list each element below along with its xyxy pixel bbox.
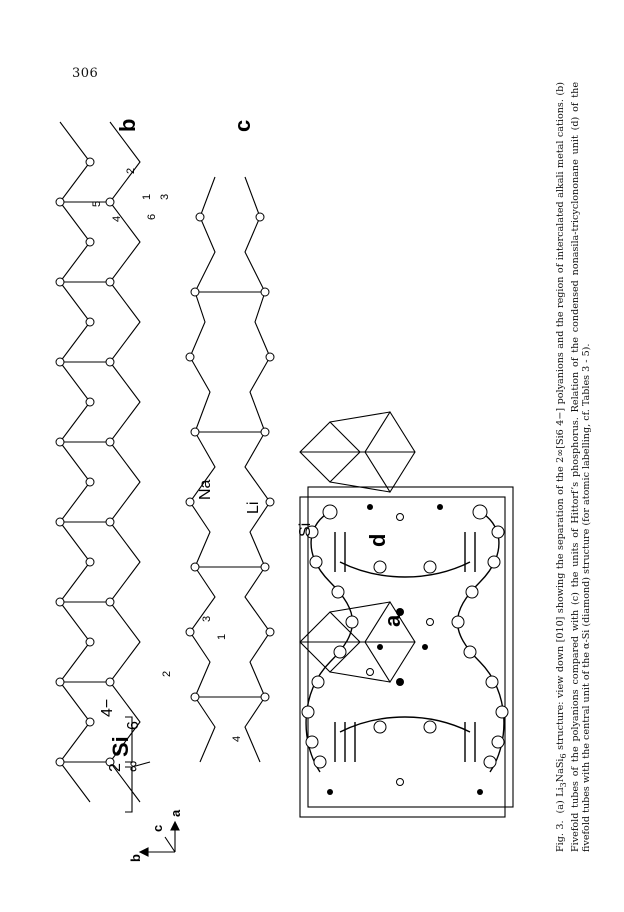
circled-number-4: 4 bbox=[231, 735, 243, 742]
panel-label-b: b bbox=[115, 118, 140, 132]
formula-sub: 6 bbox=[125, 721, 142, 730]
panel-label-a: a bbox=[380, 614, 405, 627]
caption-part2: NaSi bbox=[555, 758, 566, 783]
panel-a-li-na-atoms bbox=[327, 504, 483, 795]
page-number: 306 bbox=[72, 66, 99, 81]
caption-sub2: 6 bbox=[558, 753, 568, 759]
formula-prefix-top: 2 bbox=[107, 763, 124, 772]
atom-label-si: Si bbox=[297, 522, 314, 537]
caption-sub1: 3 bbox=[558, 782, 568, 788]
axis-label-c: c bbox=[150, 824, 165, 832]
formula-element: Si bbox=[108, 736, 133, 757]
caption-part4: polyanions and the region of intercalated alkali metal cations. (b) Fivefold tubes of the polyanions compared with (c) the units of Hittorf’s phosphorus. Relation of the condensed nonasila-tricyclononane unit (d) of the fivefold tubes with the central unit of the α-Si (diamond) structure (for atomic labelling, cf. Tables 3 - 5). bbox=[555, 78, 593, 852]
axis-label-b: b bbox=[128, 854, 143, 862]
atom-label-li: Li bbox=[245, 501, 262, 514]
panel-d-diamond-units bbox=[300, 412, 415, 682]
panel-c-hittorf-units bbox=[190, 177, 270, 762]
site-number-4: 4 bbox=[111, 215, 123, 222]
caption-part3: structure: view down [010] showing the separation of the bbox=[555, 462, 566, 754]
panel-a-si-atoms bbox=[302, 505, 508, 768]
site-number-5: 5 bbox=[91, 200, 103, 207]
panel-a-cell-outline bbox=[300, 487, 513, 817]
circled-number-3: 3 bbox=[201, 615, 213, 622]
caption-lead: Fig. 3. bbox=[555, 820, 566, 852]
axis-label-a: a bbox=[168, 809, 183, 817]
circled-number-2: 2 bbox=[161, 670, 173, 677]
atom-label-na: Na bbox=[197, 479, 214, 500]
formula-charge: 4− bbox=[99, 698, 116, 717]
caption-part1: (a) Li bbox=[555, 787, 566, 814]
figure-caption bbox=[555, 78, 593, 852]
circled-number-1: 1 bbox=[216, 633, 228, 640]
site-number-1: 1 bbox=[141, 193, 153, 200]
formula-prefix-bottom: ∞ bbox=[125, 760, 142, 772]
caption-polyanion: 2∞[Si6 4−] bbox=[555, 407, 566, 463]
site-number-3: 3 bbox=[159, 193, 171, 200]
site-number-6: 6 bbox=[146, 213, 158, 220]
panel-label-d: d bbox=[365, 533, 390, 547]
panel-label-c: c bbox=[230, 119, 255, 132]
site-number-2: 2 bbox=[125, 167, 137, 174]
